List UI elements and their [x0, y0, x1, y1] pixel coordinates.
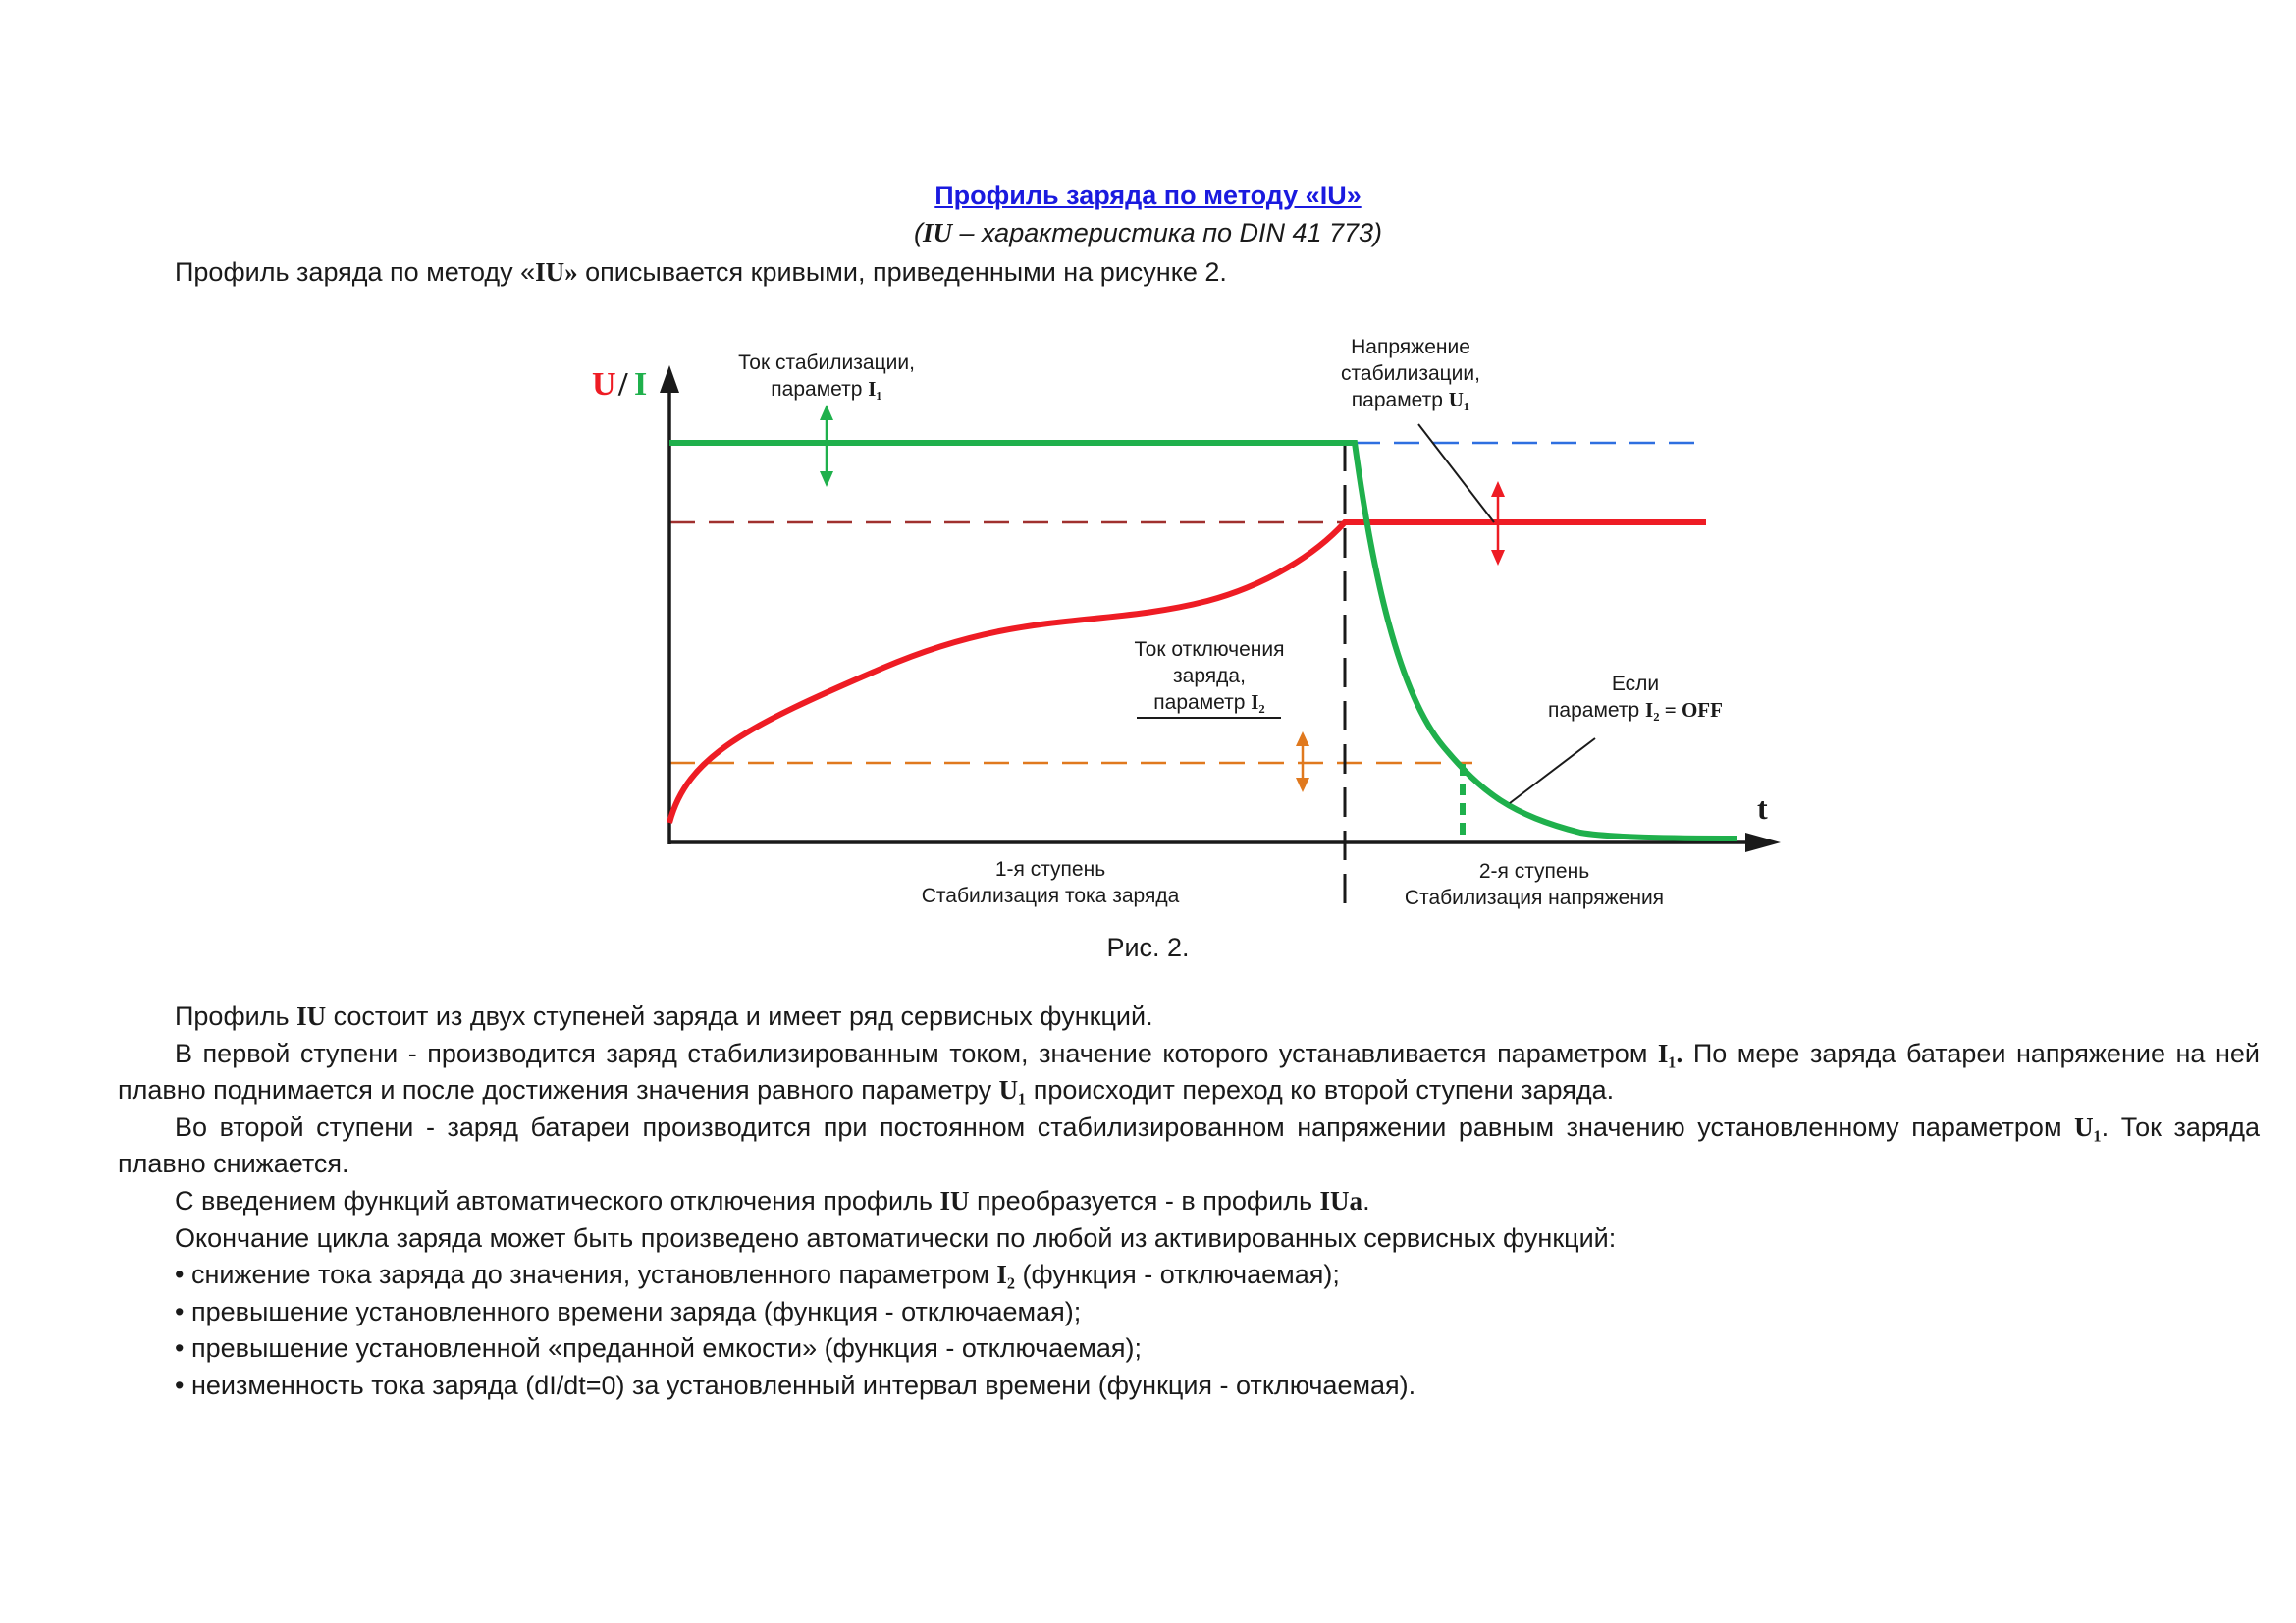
subtitle-iu: IU	[922, 218, 952, 247]
p1-text-a: Профиль	[175, 1001, 297, 1031]
bullet-4: • неизменность тока заряда (dI/dt=0) за установленный интервал времени (функция - отключаемая).	[175, 1370, 1416, 1400]
p2-u1: U₁	[998, 1075, 1027, 1106]
x-axis-arrow	[1745, 833, 1781, 852]
ann-i1-param: I₁	[868, 377, 882, 401]
ann-i2-line3	[1153, 690, 1264, 714]
intro-iu: IU»	[535, 257, 578, 287]
p1-text-c: состоит из двух ступеней заряда и имеет ряд сервисных функций.	[326, 1001, 1153, 1031]
p3-text-a: Во второй ступени - заряд батареи производится при постоянном стабилизированном напряжении равным значению установленному параметром	[175, 1111, 2075, 1142]
subtitle-open-paren: (	[913, 218, 923, 247]
p2-i1: I₁.	[1657, 1038, 1683, 1068]
stage2-line2: Стабилизация напряжения	[1404, 887, 1665, 909]
ann-u1-line1: Напряжение	[1351, 336, 1470, 358]
u1-leader-line	[1418, 424, 1494, 522]
stage1-line1: 1-я ступень	[994, 858, 1106, 881]
i2-arrow-up	[1296, 731, 1309, 746]
intro-text-1: Профиль заряда по методу «	[175, 257, 536, 287]
ann-off-line2	[1548, 698, 1723, 722]
paragraph-5: Окончание цикла заряда может быть произведено автоматически по любой из активированных сервисных функций:	[175, 1222, 1617, 1253]
p3-u1: U₁	[2074, 1111, 2102, 1142]
paragraph-1	[118, 999, 2260, 1036]
b1-text-a: • снижение тока заряда до значения, установленного параметром	[175, 1260, 997, 1290]
ann-i2-line3-text: параметр	[1153, 691, 1252, 714]
p2-text-a: В первой ступени - производится заряд стабилизированным током, значение которого устанавливается параметром	[175, 1038, 1658, 1068]
document-title-text[interactable]: Профиль заряда по методу «IU»	[934, 181, 1362, 210]
i1-arrow-up	[820, 405, 833, 420]
off-leader-line	[1510, 738, 1595, 803]
b1-text-c: (функция - отключаемая);	[1014, 1260, 1340, 1290]
p3-text-c: . Ток заряда плавно снижается.	[118, 1111, 2260, 1179]
p4-text-c: преобразуется - в профиль	[969, 1185, 1320, 1216]
ann-i1-line1: Ток стабилизации,	[738, 352, 915, 374]
ann-off-line2-text: параметр	[1548, 699, 1646, 722]
axis-label-slash: /	[618, 366, 628, 403]
i1-arrow-down	[820, 471, 833, 487]
axis-label-i: I	[634, 366, 648, 403]
figure-caption: Рис. 2.	[1106, 933, 1190, 962]
ann-i2-param: I₂	[1251, 690, 1265, 714]
p4-text-e: .	[1362, 1185, 1370, 1216]
p1-iu: IU	[296, 1001, 327, 1031]
ann-i2-line2: заряда,	[1173, 665, 1246, 687]
axis-label-t: t	[1757, 790, 1768, 826]
p4-text-a: С введением функций автоматического отключения профиль	[175, 1185, 940, 1216]
paragraph-3	[118, 1109, 2260, 1183]
bullet-2: • превышение установленного времени заряда (функция - отключаемая);	[175, 1296, 1082, 1326]
subtitle-rest: – характеристика по DIN 41 773)	[951, 218, 1383, 247]
axis-label-u: U	[592, 366, 616, 403]
u1-arrow-down	[1491, 550, 1505, 566]
stage2-line1: 2-я ступень	[1478, 860, 1590, 883]
ann-i1-line2-text: параметр	[771, 378, 869, 401]
ann-i2-line1: Ток отключения	[1134, 638, 1285, 661]
i2-arrow-down	[1296, 778, 1309, 792]
ann-u1-line3-text: параметр	[1351, 389, 1449, 411]
ann-off-param: I₂ = OFF	[1645, 698, 1723, 722]
paragraph-4	[118, 1183, 2260, 1220]
ann-u1-line3	[1352, 388, 1469, 411]
ann-u1-line2: стабилизации,	[1341, 362, 1480, 385]
b1-i2: I₂	[996, 1260, 1015, 1290]
p2-text-e: происходит переход ко второй ступени заряда.	[1026, 1075, 1615, 1106]
p2-text-c: По мере заряда батареи напряжение на ней плавно поднимается и после достижения значения равного параметру	[118, 1038, 2260, 1106]
ann-u1-param: U₁	[1448, 388, 1470, 411]
intro-text-2: описывается кривыми, приведенными на рисунке 2.	[577, 257, 1227, 287]
ann-off-line1: Если	[1611, 673, 1660, 695]
body-text	[118, 999, 2260, 1405]
paragraph-2	[118, 1036, 2260, 1109]
p4-iua: IUa	[1319, 1185, 1363, 1216]
bullet-1	[118, 1257, 2260, 1294]
stage1-line2: Стабилизация тока заряда	[921, 885, 1180, 907]
p4-iu: IU	[939, 1185, 970, 1216]
ann-i1-line2	[771, 377, 881, 401]
y-axis-arrow	[660, 365, 679, 393]
bullet-3: • превышение установленной «преданной емкости» (функция - отключаемая);	[175, 1333, 1142, 1364]
u1-arrow-up	[1491, 481, 1505, 497]
